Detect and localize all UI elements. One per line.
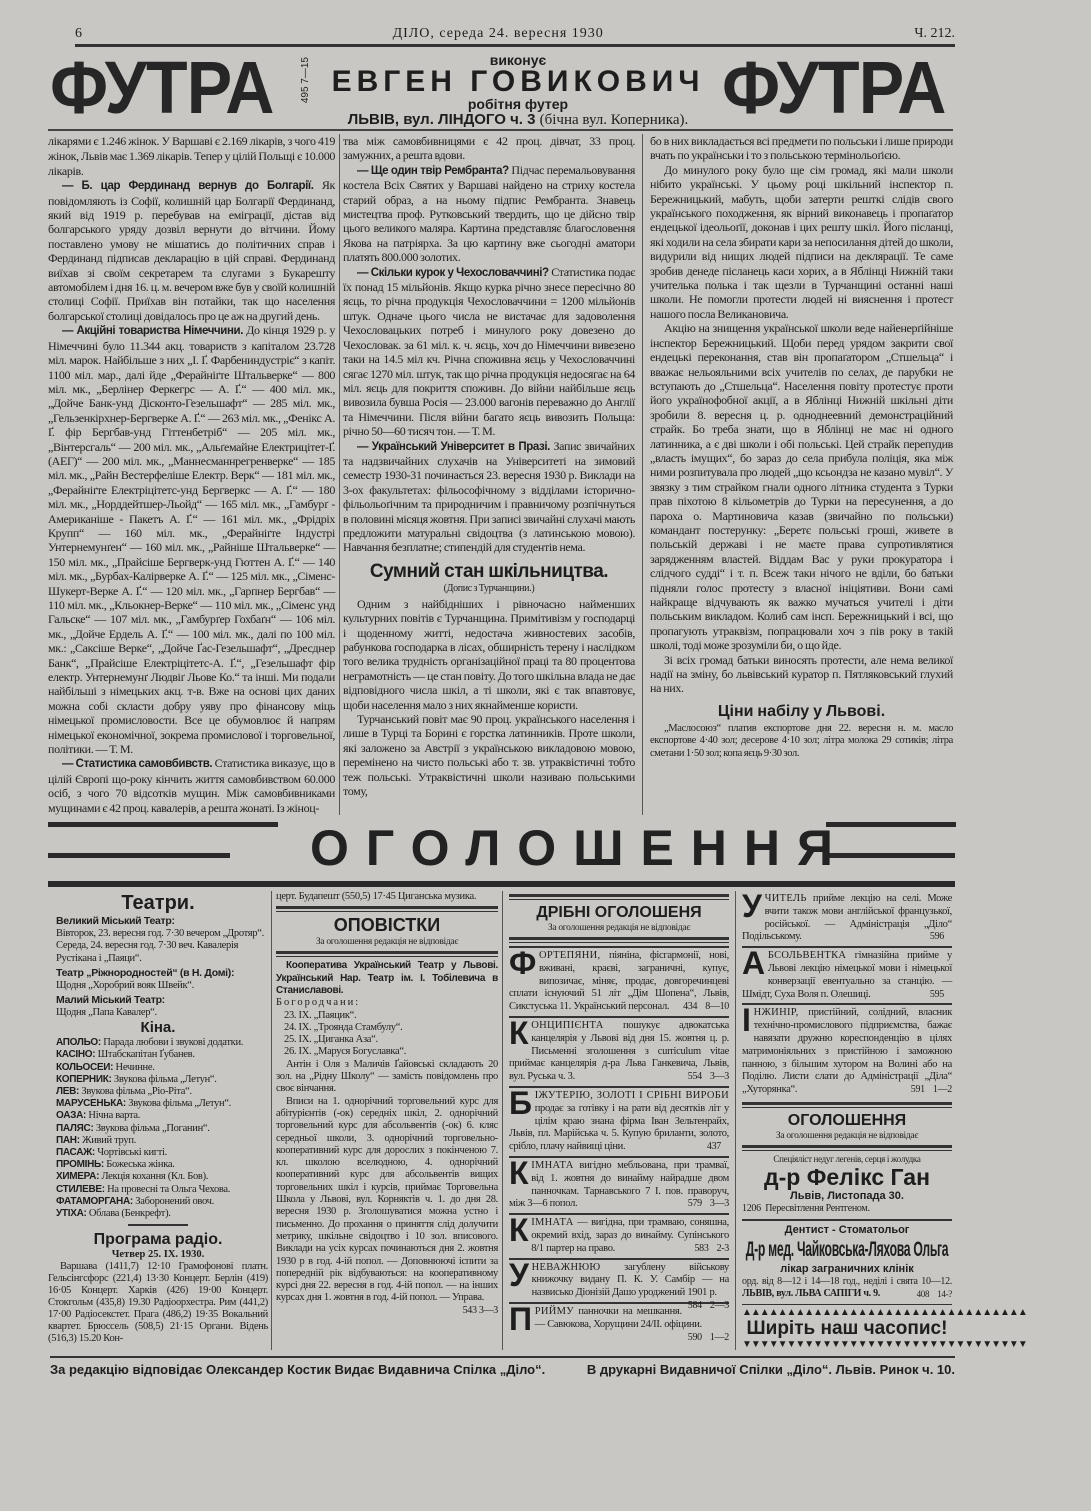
news-column-2 (343, 134, 635, 815)
entertainment-column (48, 891, 268, 1350)
news-item-german-companies (48, 323, 335, 756)
classified-ad (509, 1213, 729, 1257)
divider (509, 894, 729, 900)
doctor-ad (742, 1154, 952, 1215)
film: Звукова фільма „Летун“. (128, 1098, 232, 1110)
divider (742, 1102, 952, 1108)
ad-text: загублену військову книжочку виданy П. К. У. Самбір — на назвисько Діонізій Дашо уроджений 1901 р. (531, 1261, 729, 1299)
radio-date: Четвер 25. IX. 1930. (111, 1249, 205, 1261)
film: Нечинне. (115, 1061, 155, 1073)
drop-cap: Ф (509, 945, 537, 982)
ad-code: 1206 (742, 1203, 761, 1215)
notices-disclaimer: За оголошення редакція не відповідає (315, 937, 459, 948)
theatre-name: Великий Міський Театр: (56, 915, 175, 928)
paragraph (48, 134, 335, 178)
ad-code: 434 (683, 1001, 698, 1013)
doctor-name: д-р Фелікс Ган (764, 1164, 930, 1191)
ads-banner (48, 819, 955, 889)
doctor-specialty: Спеціяліст недуг легенів, серця і жолудка (773, 1154, 921, 1165)
ad-code: 584 (687, 1300, 702, 1312)
ad-run: 8—10 (705, 1001, 729, 1013)
headline: — Акційні товариства Німеччини. (62, 325, 243, 338)
paragraph: Одним з найбідніших і рівночасно найменших культурних повітів є Турчанщина. Примітивізм у господарці і щоденному житті, недостача живностевих засобів, рабункова господарка в лісах, обширність терену і наслідком того велика трудність організаційної праці та 80 процентова неграмотність — це стан повіту. До того шкільна влада не дає відповідного числа шкіл, а ті школи, які є так впавтовує, щоби населення мало з них якнайменше користи. (343, 596, 635, 712)
column-divider (735, 891, 736, 1350)
fur-ad (318, 53, 718, 129)
film: Божеська жінка. (106, 1159, 175, 1171)
ad-run: 14-? (937, 1289, 952, 1300)
cinemas-title: Кіна. (140, 1019, 176, 1037)
cinema-item (48, 1037, 268, 1049)
drop-cap: К (509, 1212, 529, 1249)
text: Підчас перемальовування костела Всіх Святих у Варшаві найдено на стриху костела старий образ, а на ньому підпис Рембранта. Знавець мистецтва проф. Рутковський твердить, що це дійсно твір цього великого маляра. Картина представляє благословення Якова на патріярха. За цю картину вже сьогодні аматори платять 800.000 золотих. (343, 162, 636, 265)
film: Звукова фільма „Ріо-Ріта“. (81, 1085, 192, 1097)
cinema-name: ПРОМІНЬ: (56, 1159, 104, 1171)
courses-code: 543 3—3 (462, 1304, 498, 1316)
news-columns (48, 134, 953, 815)
ad-code: 579 (687, 1198, 702, 1210)
cinema-item (48, 1086, 268, 1098)
fur-ad-band (0, 46, 1000, 129)
cinema-item (48, 1159, 268, 1171)
cinema-item (48, 1196, 268, 1208)
theatre-coop-notice: Кооператива Український Театр у Львові. Український Нар. Театр ім. І. Тобілевича в Станиславові. (276, 960, 498, 996)
dentist-name: Д-р мед. Чайковська-Ляхова Ольга (745, 1238, 949, 1262)
cinema-item (48, 1171, 268, 1183)
ad-code: 596 (929, 931, 944, 943)
fur-ad-line3: робітня футер (467, 96, 569, 112)
ad-text: панночки на мешкання. — Савюкова, Хорущини 24/II. офіцини. (534, 1306, 702, 1330)
ad-head: НЖИНІР, (753, 1007, 799, 1019)
triangle-border-top: ▲▲▲▲▲▲▲▲▲▲▲▲▲▲▲▲▲▲▲▲▲▲▲▲▲▲▲▲▲▲▲▲ (742, 1307, 1027, 1319)
classified-ad (509, 946, 729, 1016)
ad-run: 1—2 (709, 1331, 729, 1343)
cinema-name: ХИМЕРА: (56, 1171, 100, 1183)
text: Статистика подає їх понад 15 мільйонів. Якщо курка річно знесе пересічно 80 яєць, то річна продукція Чехословаччини = 1200 мільйонів штук. Одначе цього числа не вистачає для задоволення Чехословацьких потреб і минулого року довезено до Чехословак. за 61 міл. к. ч. яєць, хоч до Німеччини вивезено таки на 14.5 міл кч. Річна споживна яєць у Чехословаччині сягає 1270 міл. штук, так що річна продукція недосягає на 64 міл. яєць для покриття споживн. До війни найбільше яєць вивозила бувша Росія — 23.000 вагонів переважно до Англії та Німеччини. Після війни багато яєць вивозить Польща: річно 50—60 тисяч тон. — Т. М. (343, 264, 636, 439)
fur-ad-line1: виконує (489, 52, 547, 68)
article-title: Сумний стан шкільництва. (369, 560, 609, 582)
film: Нічна варта. (88, 1110, 141, 1122)
showtime: Вівторок, 23. вересня год. 7·30 вечером „Дротяр“. (56, 927, 264, 939)
page-footer (50, 1356, 955, 1377)
film: Звукова фільма „Летун“. (113, 1073, 217, 1085)
cinema-name: КОЛЬОСЕИ: (56, 1061, 114, 1073)
theatre-item (48, 994, 268, 1019)
cinema-name: АПОЛЬО: (56, 1037, 101, 1049)
prices-text: „Маслосоюз“ платив експортове дня 22. вересня н. м. масло експортове 4·40 зол; десерове 4·10 зол; літра молока 29 сотиків; літра сметани 1·50 зол; копа яєць 9·30 зол. (650, 722, 953, 759)
cinema-item (48, 1074, 268, 1086)
divider (742, 1219, 952, 1221)
cinema-name: ФАТАМОРГАНА: (56, 1195, 133, 1207)
divider (742, 1145, 952, 1151)
ad-run: 1—2 (932, 1084, 952, 1096)
ads-row (48, 888, 1027, 1351)
news-item-chickens (343, 265, 635, 439)
ad-run: 2-3 (716, 1242, 729, 1254)
news-item-university (343, 439, 635, 555)
classified-ad (742, 946, 952, 1003)
ad-head: БСОЛЬВЕНТКА (767, 950, 847, 962)
doctor-xray: Пересвітлення Рентгеном. (765, 1203, 870, 1215)
news-item-rembrandt (343, 163, 635, 265)
classified-ad (509, 1156, 729, 1213)
doctor-address: Львів, Листопада 30. (790, 1190, 904, 1203)
paragraph: Зі всіх громад батьки виносять протести, але нема великої надії на зміну, бо львівський куратор п. Пятляковський глухий на них. (650, 652, 953, 696)
dentist-address: ЛЬВІВ, вул. ЛЬВА САПІГИ ч. 9. (742, 1288, 880, 1300)
theatres-title: Театри. (121, 892, 195, 915)
courses-notice: Вписи на 1. однорічний торговельний курс для абітурієнтів (-ок) середніх шкіл, 2. однорічний торговельний курс для абсольвентів (-ок) 6. кляс середньої школи, 3. однорічний торговельно-кооперативний курс для дорослих з покінченою 7. кл. школою вселюдною, 4. однорічний кооперативний курс для абсольвентів вищих торговельних шкіл і курсів, приймає Торговельна Школа у Львові, вул. Корняктів ч. 1. до дня 28. вересня 1930 р. Зголошуватися можна устно і письменно. До прохання о приняття слід долучити метрику, шкільне свідоцтво і 10 зол. вписового. Виклади на усіх курсах починаються дня 2. жовтня 1930 р в год. 4-ій попол. — Доповнюючі іспити за попередній рік відбуваються: на кооперативному курсі дня 22. вересня в год. 4-ій попол. — на інших курсах дня 1. жовтня в год. 4-ій попол. — Управа. (276, 1095, 498, 1304)
paragraph (343, 134, 635, 163)
tour-show: 24. IX. „Троянда Стамбулу“. (284, 1021, 403, 1033)
ad-code: 595 (929, 988, 944, 1000)
slogan: Ширіть наш часопис! (746, 1318, 948, 1340)
cinema-item (48, 1098, 268, 1110)
ads-banner-title: ОГОЛОШЕННЯ (310, 820, 850, 877)
ad-head: ЧИТЕЛЬ (764, 893, 807, 905)
cinema-item (48, 1123, 268, 1135)
divider (276, 951, 498, 957)
classifieds-column (509, 891, 729, 1350)
paragraph: бо в них викладається всі предмети по польськи і лише природи вчать по українськи і то з польською термінольоґією. (650, 134, 953, 163)
headline: — Український Університет в Празі. (357, 440, 550, 453)
tour-place: Богородчани: (276, 997, 361, 1009)
film: Живий труп. (82, 1134, 136, 1146)
ad-text: — вигідна, при трамваю, соняшна, окремий вхід, зараз до винайму. Супінського 8/1 партер на право. (531, 1217, 729, 1254)
column-divider (642, 134, 643, 815)
fur-ad-address-note: (бічна вул. Коперника). (539, 112, 689, 128)
cinema-list (48, 1037, 268, 1220)
film: Лекція кохання (Кл. Бов). (101, 1171, 209, 1183)
triangle-border-bottom: ▼▼▼▼▼▼▼▼▼▼▼▼▼▼▼▼▼▼▼▼▼▼▼▼▼▼▼▼▼▼▼▼ (742, 1339, 1027, 1351)
ad-head: ІМНАТА (531, 1160, 574, 1172)
ad-code: 590 (687, 1331, 702, 1343)
paragraph: Акцію на знищення української школи веде найенерґійніше інспектор Бережницький. Щоби перед урядом закрити свої ендецькі переконання, став він пропаґатором „Стшельца“ і вважає нельояльними всіх учителів по селах, де парубки не вступають до „Стшельца“. Населення повіту протестує проти його українофобної акції, а в Яблінці Нижній шкільні діти зробили 8. вересня ц. р. одноднеевний демонстраційний страйк. Бо треба знати, що в Яблінці не має ні одного латинника, а є дві школи і обі польські. Цей страйк перепудив „власть імущих“, бо зараз до села прибула поліція, яка між ними розпитувала про людей „що ксьондза не казано мувіл“. У звязку з тим страйком гнали одного літника студента з Турки прав піхотою 8 кільометрів до Турки на пересунення, а до пароха о. Мартиновича казав (звичайно по польськи) командант постерунку: „Беретє польські гроші, живете в польській державі і не маєте права супротивлятися зарядженням властей. Віддам Вас у руки прокуратора і слідчого судді“ і т. п. Всеж таки нічого не вділи, бо батьки підняли голос протесту з власної ініціятиви. Вони самі найкраще відчувають як важко мучаться учителі і діти польським викладом. Колиб сам інсп. Бережницький і всі, що пропагують утраквізм, попрацювали хоч з пів року в такій школі, тоді може зрозуміли би, о що йде. (650, 321, 953, 653)
fur-ad-address (318, 111, 718, 129)
ad-head: ОРТЕПЯНИ, (539, 950, 601, 962)
film: Штабскапітан Ґубанев. (97, 1049, 195, 1061)
cinema-item (48, 1147, 268, 1159)
fur-ad-name: ЕВГЕН ГОВИКОВИЧ (331, 65, 705, 98)
ad-text: прийме лекцію на селі. Може вчити також мови англійської французької, російської. — Адміністрація „Діло“ Подільському. (742, 893, 952, 943)
courses-notice-wrap (276, 1095, 498, 1316)
cinema-name: ПАН: (56, 1134, 80, 1146)
page-number: 6 (75, 26, 82, 41)
column-divider (339, 134, 340, 815)
news-item-ferdinand (48, 178, 335, 323)
text: Статистика виказує, що в цілій Європі що-року кінчить життя самовбивством 60.000 осіб, з чого 70 відсотків мущин. Між самовбивниками мущинами є 42 проц. кавалерів, а решта жонаті. Із жіноц- (48, 756, 335, 815)
notices-column (276, 891, 498, 1350)
ad-head: РИЙМУ (534, 1306, 574, 1318)
film: Облава (Бенкрефт). (88, 1207, 171, 1219)
divider (276, 906, 498, 912)
theatre-name: Театр „Ріжнородностей“ (в Н. Домі): (56, 967, 235, 980)
news-item-suicide-stats (48, 756, 335, 815)
drop-cap: У (742, 888, 762, 925)
ad-run: 3—3 (709, 1198, 729, 1210)
cinema-name: ПАЛЯС: (56, 1122, 94, 1134)
divider (128, 1224, 188, 1226)
divider (48, 129, 953, 131)
text: До кінця 1929 р. у Німеччині було 11.344 акц. товариств з капіталом 23.728 міл. марок. Найбільше з них „І. Ґ. Фарбениндустріє“ з капіт. 1100 міл. мар., далі йде „Ферайніґте Штальверке“ — 800 міл. мк., „Берлінер Феркегрс — А. Ґ.“ — 400 міл. мк., „Дойче Банк-унд Дісконто-Гезельшафт“ — 285 міл. мк., „Гельзенкірхнер-Бергверке А. Ґ.“ — 263 міл. мк., „Фенікс А. Ґ. фір Бергбав-унд Гіттенбетріб“ — 205 міл. мк., „Вінтерсгаль“ — 200 міл. мк., „Альґемайне Електрицітет-Ґ. (АЕГ)“ — 200 міл. мк., „Маннесманнрегренверке“ — 185 міл. мк., „Райн Вестерфеліше Електр. Верк“ — 181 міл. мк., „Ферайніґте Електріцітетс-унд Бергверкс — А. Ґ.“ — 180 міл. мк., „Норддейтшер-Льойд“ — 165 міл. мк., „Гамбурґ - Американіше - Пакетъ А. Ґ.“ — 161 міл. мк., „Фрідріх Крупп“ — 160 міл. мк., „Ферайніґте Індустрі Унтернемунґен“ — 160 міл. мк., „Райніше Штальверке“ — 150 міл. мк., „Прайсіше Бергверк-унд Гюттен А. Ґ.“ — 140 міл. мк., „Бурбах-Калірверке А. Ґ.“ — 125 міл. мк., „Сіменс-Шукерт-Верке А. Ґ.“ — 120 міл. мк., „Гарпнер Бергбав“ — 110 міл. мк., „Кльокнер-Верке“ — 110 міл. мк., „Сіменс унд Гальске“ — 107 міл. мк., „Гамбурґер Гохбаґн“ — 106 міл. мк., „Дойче Ердель А. Ґ.“ — 100 міл. мк., далі по 100 міл. мк.: „Саксіше Верке“, „Дойче Ґас-Гезельшафт“, „Дресднер Банк“, „Прайсіше Електріцітетс-А. Ґ.“, „Гезельшафт фір електр. Унтернемунґ Людвіґ Льове Ко.“ та інші. Ми подали найбільші з німецьких акц. т-в. Вже на основі цих даних можна собі скласти добру уяву про фінансову міць німецької промисловости. Все це обумовлює й напрям німецької економічної, зокрема промислової і торговельної, політики. — Т. М. (48, 323, 335, 757)
drop-cap: І (742, 1002, 751, 1039)
headline: — Скільки курок у Чехословаччині? (357, 266, 549, 279)
radio-program: Варшава (1411,7) 12·10 Грамофонові платн. Гельсінгсфорс (221,4) 13·30 Концерт. Берлін (419) 16·05 Концерт. Харків (426) 19·00 Концерт. Стокгольм (435,8) 19.30 Радіоорхестра. Рим (441,2) 17·00 Радіосекстет. Прага (486,2) 19·35 Вокальний квартет. Брюссель (508,5) 21·15 Органи. Відень (516,3) 15.20 Кон- (48, 1261, 268, 1345)
tour-show: 23. IX. „Паяцик“. (284, 1009, 357, 1021)
text: Запис звичайних та надзвичайних слухачів на Університеті на зимовий семестр 1930-31 починається 23. вересня 1930 р. Виклади на 3-ох факультетах: фільософічному з відділами історично-фільольоґічним та природничим і правничому розпічнуться в половині місяця жовтня. При записі звичайні слухачі мають предложити матуральні свідоцтва (з латинською мовою). Навчання безплатне; стипендій для студентів нема. (343, 438, 635, 555)
cinema-item (48, 1135, 268, 1147)
dentist-subtitle: лікар заграничних клінік (780, 1263, 914, 1276)
showtime: Щодня „Папа Кавалер“. (56, 1006, 157, 1018)
ad-head: ІМНАТА (531, 1217, 574, 1229)
text: лікарями є 1.246 жінок. У Варшаві є 2.169 лікарів, з чого 419 жінок, Львів має 1.369 лікарів. Тепер у цілій Польщі є 10.000 лікарів. (48, 134, 335, 178)
ad-code: 437 (706, 1141, 721, 1153)
ad-text: пристійний, солідний, власник технічно-промислового підприємства, бажає навязати дружню кореспонденцію в цілях матримоніяльних з пристійною і заможною панною, з більшим хутором на Волині або на Поділю. Листи слати до Адміністрації „Діла“ „Хуторянка“. (742, 1007, 952, 1096)
tour-show: 26. IX. „Маруся Богуславка“. (284, 1046, 407, 1058)
article-subtitle: (Допис з Турчанщини.) (443, 582, 535, 594)
cinema-name: ОАЗА: (56, 1110, 87, 1122)
classified-ad (742, 1003, 952, 1099)
classifieds-title: ДРІБНІ ОГОЛОШЕНЯ (536, 904, 702, 922)
classified-ad (509, 1086, 729, 1156)
classified-ad (742, 888, 952, 946)
ad-run: 2—3 (709, 1300, 729, 1312)
divider (509, 937, 729, 943)
ad-code: 554 (687, 1071, 702, 1083)
dentist-ad (742, 1224, 952, 1300)
ad-text: гімназійна прийме у Львові лекцію німецької мови і німецької конверзації евентуально за станцію. — Шмідт, Суха Воля п. Олешиці. (742, 950, 952, 1000)
cinema-name: СТИЛЕВЕ: (56, 1183, 105, 1195)
drop-cap: Б (509, 1085, 532, 1122)
theatre-item (48, 967, 268, 992)
footer-editor: За редакцію відповідає Олександер Костик Видає Видавнича Спілка „Діло“. (50, 1362, 546, 1378)
film: Звукова фільма „Поганин“. (95, 1122, 210, 1134)
ad-head: ІЖУТЕРІЮ, ЗОЛОТІ І СРІБНІ ВИРОБИ (534, 1090, 729, 1102)
ads-section-disclaimer: За оголошення редакція не відповідає (775, 1131, 919, 1142)
footer-printer: В друкарні Видавничої Спілки „Діло“. Львів. Ринок ч. 10. (586, 1362, 955, 1378)
ad-run: 3—3 (709, 1071, 729, 1083)
classifieds-disclaimer: За оголошення редакція не відповідає (547, 923, 691, 934)
cinema-item (48, 1184, 268, 1196)
text: тва між самовбивницями є 42 проц. дівчат, 33 проц. замужних, а решта вдови. (343, 134, 635, 163)
masthead-date: ДІЛО, середа 24. вересня 1930 (392, 26, 604, 41)
ad-code: 591 (910, 1084, 925, 1096)
cinema-name: УТІХА: (56, 1207, 87, 1219)
right-ads-column (742, 888, 1027, 1351)
fur-ad-left-word: ФУТРА (50, 46, 274, 129)
cinema-name: КАСІНО: (56, 1049, 96, 1061)
drop-cap: К (509, 1155, 529, 1192)
film: Заборонений овоч. (135, 1195, 214, 1207)
ad-text: піяніна, фісгармонії, нові, вживані, краєві, заграничні, купує, випозичає, міняє, продає, довгоречинцеві сплати існуючий 51 літ „Дім Шопена“, Львів, Сикстуська 11. Український персонал. (509, 950, 729, 1013)
ad-text: продає за готівку і на рати від десятків літ у цілім краю знана фірма Іван Зельтенрайх, Львів, пл. Марійська ч. 5. Купую бриланти, золото, срібло, плачу найвищі ціни. (509, 1102, 729, 1153)
ad-text: вигідно мебльована, при трамваї, від 1. жовтня до винайму найрадше двом панночкам. Тарнавського 7 І. пов. праворуч, між 3—6 попол. (509, 1160, 729, 1210)
paragraph: До минулого року було ще сім громад, які мали школи нібито українські. У цьому році шкільний інспектор п. Бережницький, мабуть, щоби затерти решткі слідів свого українського походження, як вірний виконавець і пропаґатор ендецької ідеольоґії, доконав і цих решту шкіл. Його післанці, які ходили на села збирати кари за непосилання дітей до школи, видурили від нищих людей підписи на деклярації. Те саме зробив денеде післанець каси хорих, а в Яблінці Нижній таки учителька полька і так щезли в Турчанщині останні наші школи. Не помогли протести людей ні вияснення і протест нашого посла Великановича. (650, 162, 953, 321)
cinema-item (48, 1062, 268, 1074)
headline: — Б. цар Фердинанд вернув до Болгарії. (62, 180, 314, 193)
notices-title: ОПОВІСТКИ (333, 915, 441, 936)
divider (742, 1304, 952, 1305)
showtime: Середа, 24. вересня год. 7·30 веч. Кавалерія Рустікана і „Паяци“. (56, 940, 239, 964)
radio-continuation: церт. Будапешт (550,5) 17·45 Циганська музика. (276, 891, 477, 903)
news-column-1 (48, 134, 335, 815)
fur-ad-street: ЛЬВІВ, вул. ЛІНДОГО ч. 3 (347, 111, 536, 128)
news-column-3 (650, 134, 953, 815)
text: Як повідомляють із Софії, колишній цар Болгарії Фердинанд, який від 1919 р. перебував на еміграції, дістав від болгарського уряду дозвіл вернути до вітчини. Йому поставлено умову не мішатись до політичних справ і Фердинанд підписав декларацію в цій справі. Фердинанд виїхав зі своїм секретарем та слугами з Букарешту автомобілем і дня 16. ц. м. вечером вже був у своїй колишній столиці Софії. Приїхав він потайки, так що населення болгарської столиці довідалось про це аж на другий день. (48, 178, 335, 323)
cinema-name: МАРУСЕНЬКА: (56, 1098, 126, 1110)
ads-section-title: ОГОЛОШЕННЯ (787, 1112, 907, 1130)
ad-head: ОНЦИПІЄНТА (531, 1020, 604, 1032)
cinema-item (48, 1110, 268, 1122)
theatre-item (48, 915, 268, 965)
film: Парада любови і звукові додатки. (103, 1037, 244, 1049)
paragraph: Турчанський повіт має 90 проц. українського населення і лише в Турці та Борині є горстка латинників. Проте школи, які заложено за Австрії з українською викладовою мовою, перемінено на чисто польські або т. зв. утраквістичні тобто теж польські. Утраквістичні школи називаю польськими тому, (343, 712, 635, 799)
ad-text: пошукує адвокатська канцелярія у Львові від дня 15. жовтня ц. р. Письменні зголошення з curriculum vitae приймає канцелярія д-ра Льва Ганкевича, Львів, вул. Руська ч. 3. (509, 1020, 729, 1083)
ad-code: 408 (916, 1289, 930, 1300)
cinema-name: КОПЕРНИК: (56, 1073, 112, 1085)
drop-cap: П (509, 1301, 532, 1338)
prices-title: Ціни набілу у Львові. (717, 702, 886, 720)
page-header (75, 26, 955, 47)
showtime: Щодня „Хоробрий вояк Швейк“. (56, 979, 194, 991)
tour-show: 25. IX. „Циганка Аза“. (284, 1034, 378, 1046)
headline: — Статистика самовбивств. (62, 758, 213, 771)
column-divider (271, 891, 272, 1350)
headline: — Ще один твір Рембранта? (357, 164, 509, 177)
drop-cap: К (509, 1015, 529, 1052)
film: На провесні та Ольга Чехова. (107, 1183, 231, 1195)
ad-head: НЕВАЖНЮЮ (531, 1261, 601, 1273)
drop-cap: А (742, 945, 765, 982)
radio-title: Програма радіо. (93, 1231, 223, 1249)
column-divider (502, 891, 503, 1350)
dentist-title: Дентист - Стоматольог (784, 1224, 910, 1237)
classified-ad (509, 1016, 729, 1086)
cinema-item (48, 1208, 268, 1220)
cinema-item (48, 1049, 268, 1061)
ad-code: 583 (694, 1242, 709, 1254)
film: Чортівські кигті. (97, 1146, 168, 1158)
issue-number: Ч. 212. (914, 26, 955, 41)
theatre-name: Малий Міський Театр: (56, 994, 165, 1007)
cinema-name: ЛЕВ: (56, 1085, 80, 1097)
fur-ad-ref: 495 7—15 (300, 57, 311, 104)
fur-ad-right-word: ФУТРА (722, 46, 946, 129)
donation-notice: Антін і Оля з Маличів Ґайовські складають 20 зол. на „Рідну Школу“ — замість повідомлень про своє вінчання. (276, 1058, 498, 1095)
dentist-hours: орд. від 8—12 і 14—18 год., неділі і свята 10—12. (742, 1276, 952, 1288)
cinema-name: ПАСАЖ: (56, 1146, 95, 1158)
drop-cap: У (509, 1256, 529, 1293)
